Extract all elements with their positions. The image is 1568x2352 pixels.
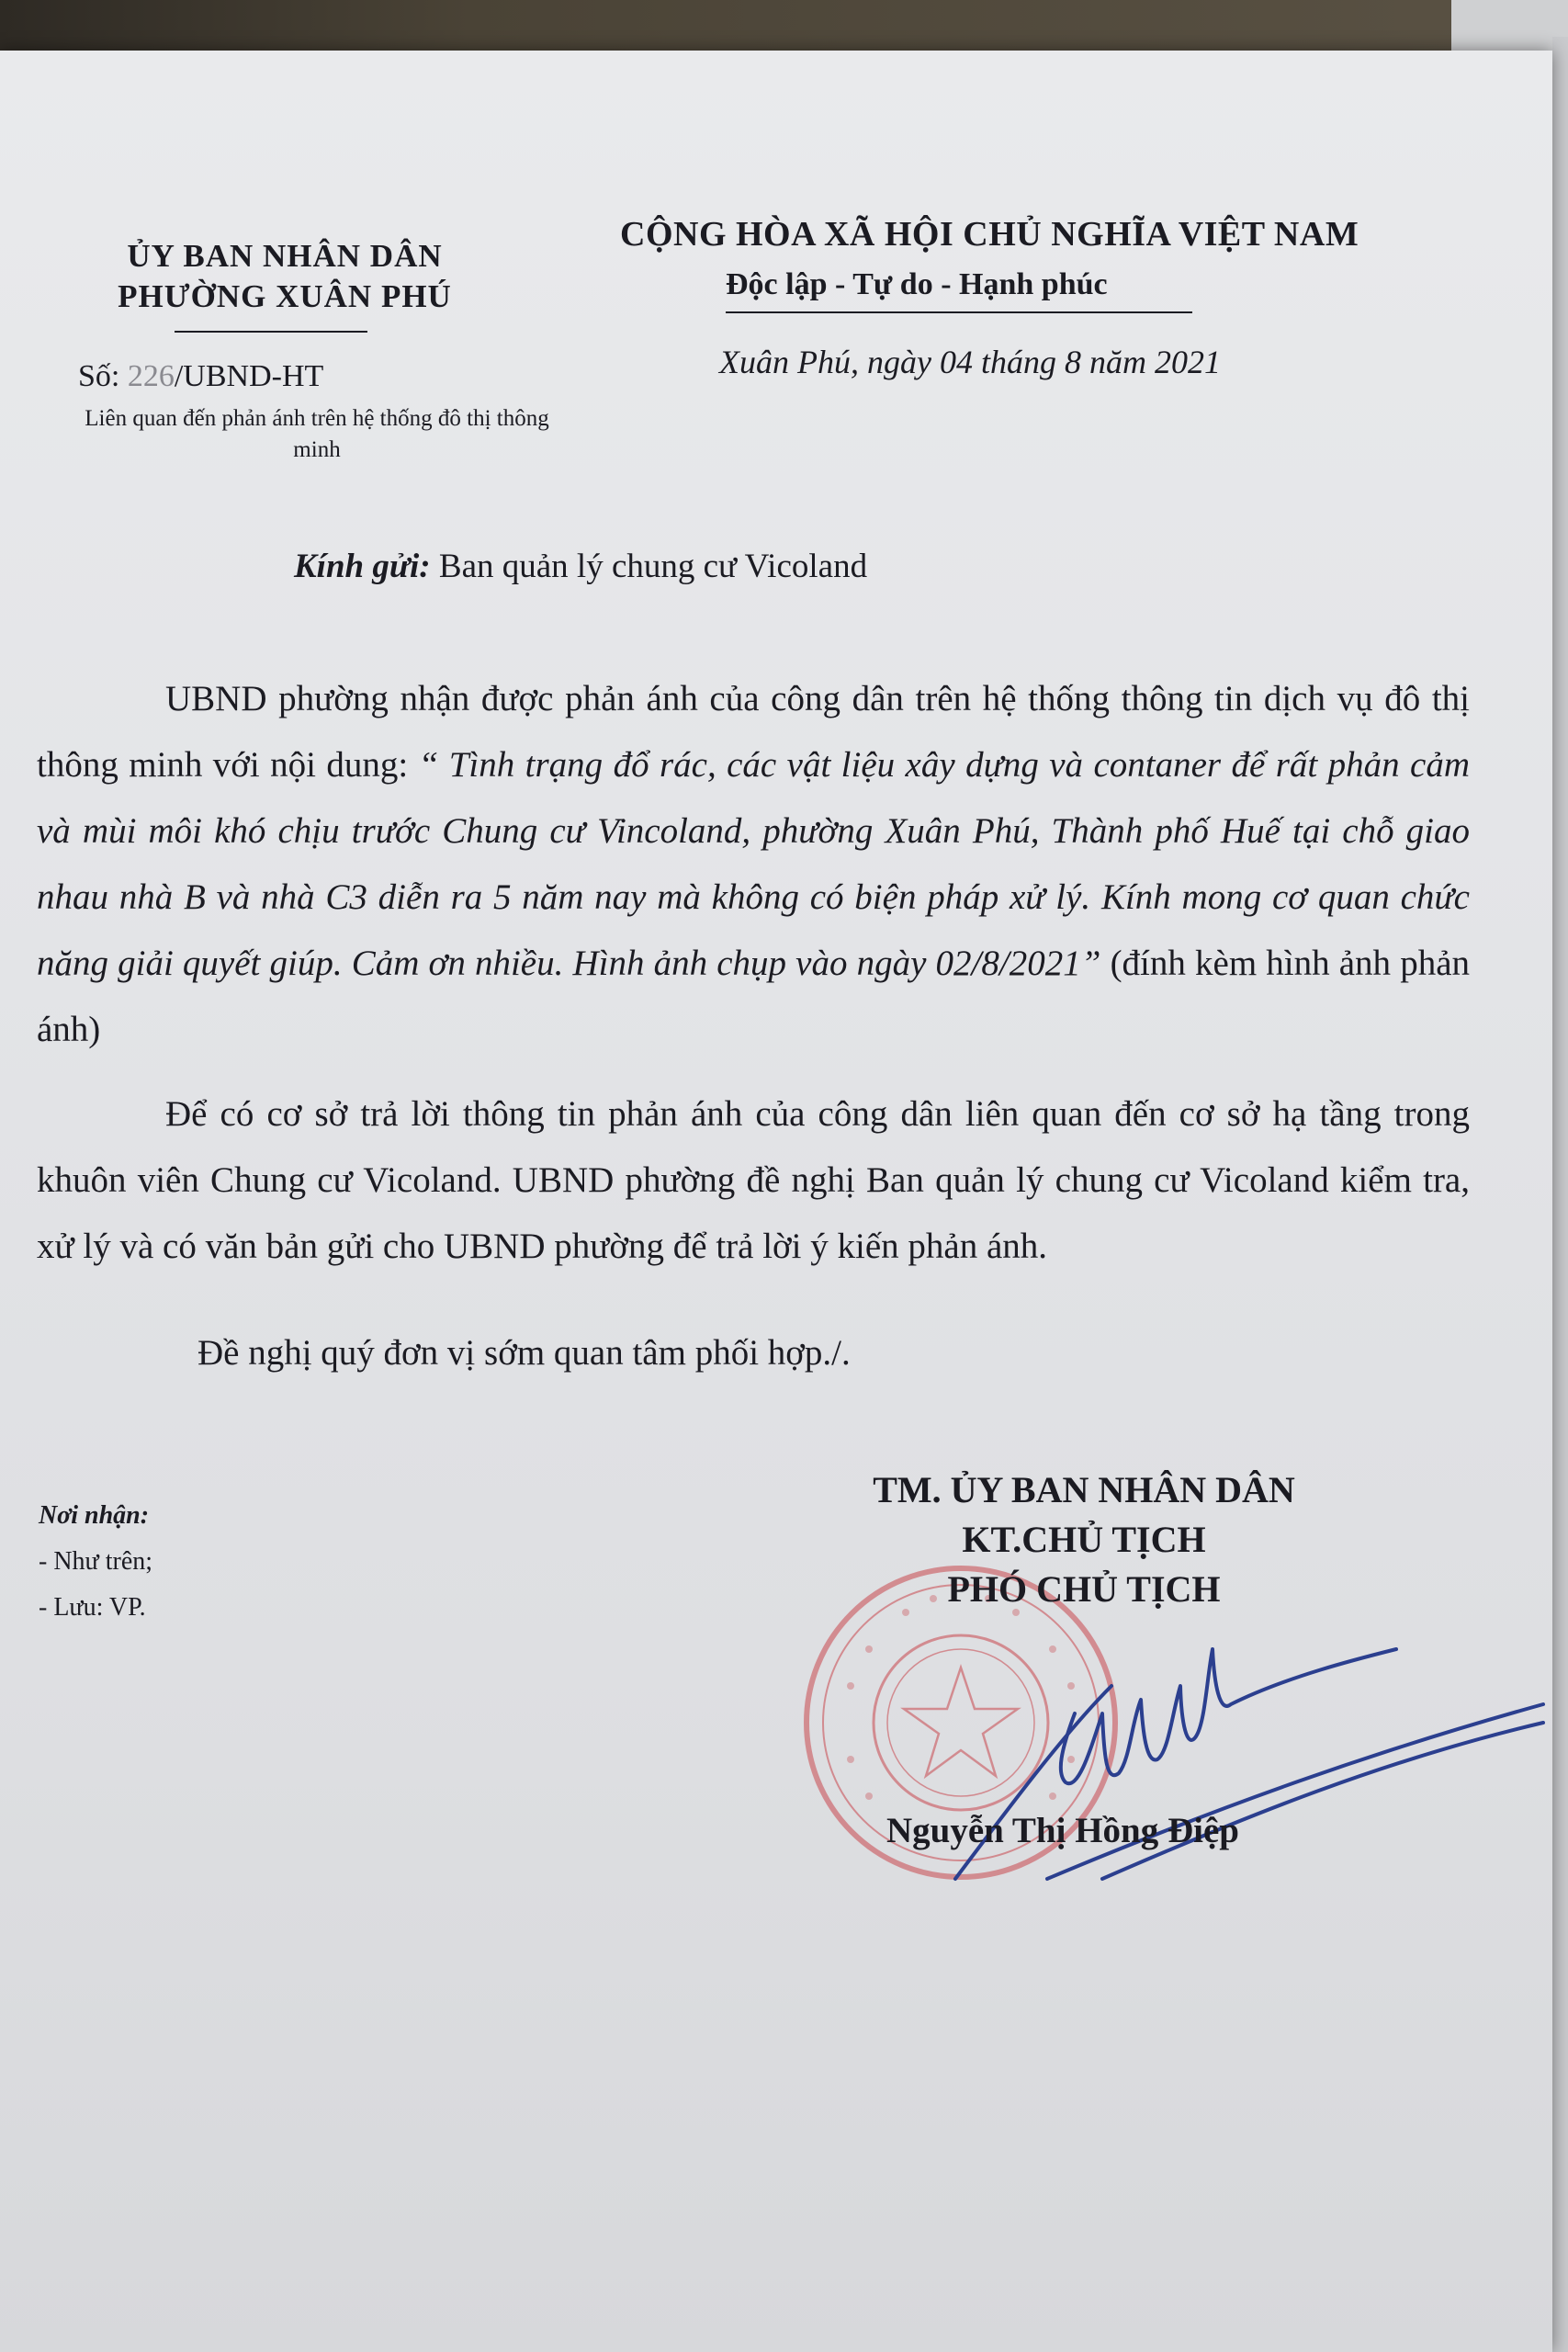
document-number-prefix: Số: xyxy=(78,359,128,393)
signer-name: Nguyễn Thị Hồng Điệp xyxy=(886,1811,1239,1850)
recipient-value: Ban quản lý chung cư Vicoland xyxy=(438,548,868,585)
recipient-item: - Lưu: VP. xyxy=(39,1593,146,1622)
underlying-paper-edge xyxy=(1451,0,1568,51)
signature-title-block xyxy=(808,1465,1359,1614)
body-paragraph-2: Để có cơ sở trả lời thông tin phản ánh của công dân liên quan đến cơ sở hạ tầng trong khuôn viên Chung cư Vicoland. UBND phường đề nghị Ban quản lý chung cư Vicoland kiểm tra, xử lý và có văn bản gửi cho UBND phường để trả lời ý kiến phản ánh. xyxy=(37,1094,1470,1266)
national-motto: Độc lập - Tự do - Hạnh phúc xyxy=(726,267,1108,301)
national-title: CỘNG HÒA XÃ HỘI CHỦ NGHĨA VIỆT NAM xyxy=(620,215,1359,254)
recipient-line xyxy=(294,547,867,586)
paragraph-1-quote: “ Tình trạng đổ rác, các vật liệu xây dựng và contaner để rất phản cảm và mùi môi khó chịu trước Chung cư Vincoland, phường Xuân Phú, Thành phố Huế tại chỗ giao nhau nhà B và nhà C3 diễn ra 5 năm nay mà không có biện pháp xử lý. Kính mong cơ quan chức năng giải quyết giúp. Cảm ơn nhiều. Hình ảnh chụp vào ngày 02/8/2021” xyxy=(37,745,1470,983)
paragraph-1-intro: UBND phường nhận được phản ánh của công dân trên hệ thống thông tin dịch vụ đô thị thông minh với nội dung: xyxy=(37,679,1470,785)
org-name-line2: PHƯỜNG XUÂN PHÚ xyxy=(118,278,452,314)
document-page xyxy=(0,51,1552,2352)
recipients-title: Nơi nhận: xyxy=(39,1501,150,1530)
underlying-paper-edge-right xyxy=(1552,37,1568,2352)
recipient-label: Kính gửi: xyxy=(294,548,431,585)
signature-title-line1: TM. ỦY BAN NHÂN DÂN xyxy=(873,1469,1295,1510)
signature-title-line3: PHÓ CHỦ TỊCH xyxy=(947,1568,1221,1610)
place-and-date: Xuân Phú, ngày 04 tháng 8 năm 2021 xyxy=(719,344,1221,380)
recipient-item: - Như trên; xyxy=(39,1547,153,1576)
motto-underline xyxy=(726,311,1192,313)
issuing-authority xyxy=(87,236,482,317)
document-number-suffix: /UBND-HT xyxy=(174,359,324,393)
recipients-list xyxy=(39,1493,152,1631)
document-number-value: 226 xyxy=(127,359,175,393)
document-subject: Liên quan đến phản ánh trên hệ thống đô thị thông minh xyxy=(85,406,549,462)
authority-underline xyxy=(175,331,367,333)
signature-title-line2: KT.CHỦ TỊCH xyxy=(962,1519,1206,1560)
body-paragraph-3: Đề nghị quý đơn vị sớm quan tâm phối hợp./. xyxy=(197,1333,851,1373)
document-number xyxy=(78,359,323,394)
body-paragraph-1 xyxy=(37,666,1470,1063)
org-name-line1: ỦY BAN NHÂN DÂN xyxy=(127,238,443,274)
paragraph-1-note: (đính kèm hình ảnh phản ánh) xyxy=(37,944,1471,1049)
